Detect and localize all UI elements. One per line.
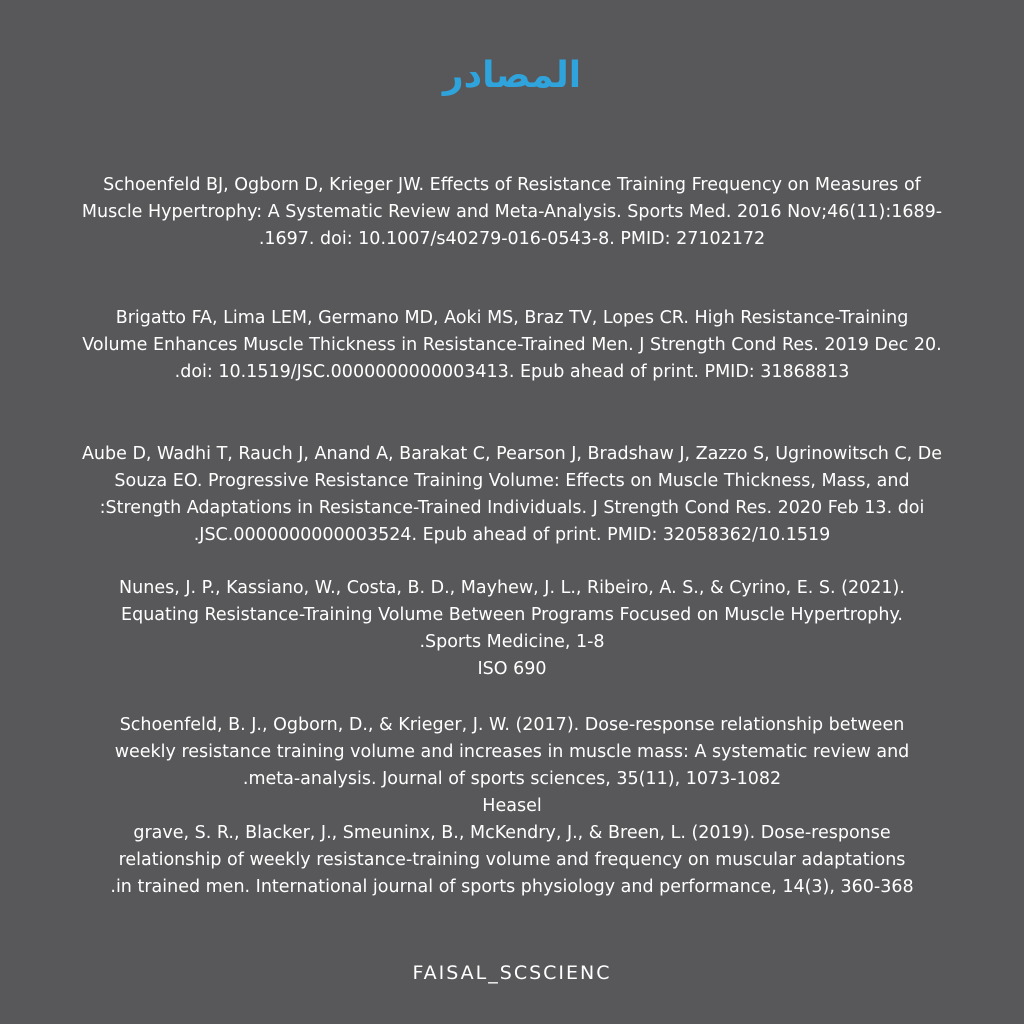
reference-line: Aube D, Wadhi T, Rauch J, Anand A, Barakat C, Pearson J, Bradshaw J, Zazzo S, Ugrinowitsch C, De — [81, 444, 943, 464]
reference-line: Brigatto FA, Lima LEM, Germano MD, Aoki MS, Braz TV, Lopes CR. High Resistance-Training — [115, 308, 909, 328]
reference-line: .meta-analysis. Journal of sports sciences, 35(11), 1073-1082 — [242, 769, 782, 789]
reference-line: weekly resistance training volume and increases in muscle mass: A systematic review and — [114, 742, 910, 762]
reference-line: grave, S. R., Blacker, J., Smeuninx, B., McKendry, J., & Breen, L. (2019). Dose-response — [133, 823, 891, 843]
reference-item — [40, 575, 984, 683]
reference-line: Muscle Hypertrophy: A Systematic Review and Meta-Analysis. Sports Med. 2016 Nov;46(11):1689- — [81, 202, 943, 222]
reference-line: :Strength Adaptations in Resistance-Trained Individuals. J Strength Cond Res. 2020 Feb 13. doi — [99, 498, 925, 518]
reference-line: Volume Enhances Muscle Thickness in Resistance-Trained Men. J Strength Cond Res. 2019 Dec 20. — [82, 335, 942, 355]
reference-line: Heasel — [482, 796, 542, 816]
reference-line: .JSC.0000000000003524. Epub ahead of print. PMID: 32058362/10.1519 — [193, 525, 831, 545]
reference-item — [40, 441, 984, 549]
author-handle: FAISAL_SCSCIENC — [412, 962, 612, 984]
reference-item — [40, 305, 984, 386]
reference-line: Equating Resistance-Training Volume Between Programs Focused on Muscle Hypertrophy. — [121, 605, 903, 625]
reference-line: .1697. doi: 10.1007/s40279-016-0543-8. PMID: 27102172 — [258, 229, 766, 249]
reference-line: .doi: 10.1519/JSC.0000000000003413. Epub ahead of print. PMID: 31868813 — [174, 362, 850, 382]
reference-line: .in trained men. International journal of sports physiology and performance, 14(3), 360-368 — [110, 877, 914, 897]
reference-item — [40, 712, 984, 901]
reference-line: Schoenfeld BJ, Ogborn D, Krieger JW. Effects of Resistance Training Frequency on Measures of — [103, 175, 921, 195]
reference-line: Schoenfeld, B. J., Ogborn, D., & Krieger, J. W. (2017). Dose-response relationship between — [119, 715, 905, 735]
reference-line: ISO 690 — [477, 659, 547, 679]
reference-line: .Sports Medicine, 1-8 — [419, 632, 605, 652]
reference-line: Souza EO. Progressive Resistance Training Volume: Effects on Muscle Thickness, Mass, and — [114, 471, 910, 491]
page-title: المصادر — [442, 55, 582, 96]
reference-line: relationship of weekly resistance-training volume and frequency on muscular adaptations — [118, 850, 906, 870]
reference-line: Nunes, J. P., Kassiano, W., Costa, B. D., Mayhew, J. L., Ribeiro, A. S., & Cyrino, E. S. (2021). — [119, 578, 905, 598]
reference-item — [40, 172, 984, 253]
